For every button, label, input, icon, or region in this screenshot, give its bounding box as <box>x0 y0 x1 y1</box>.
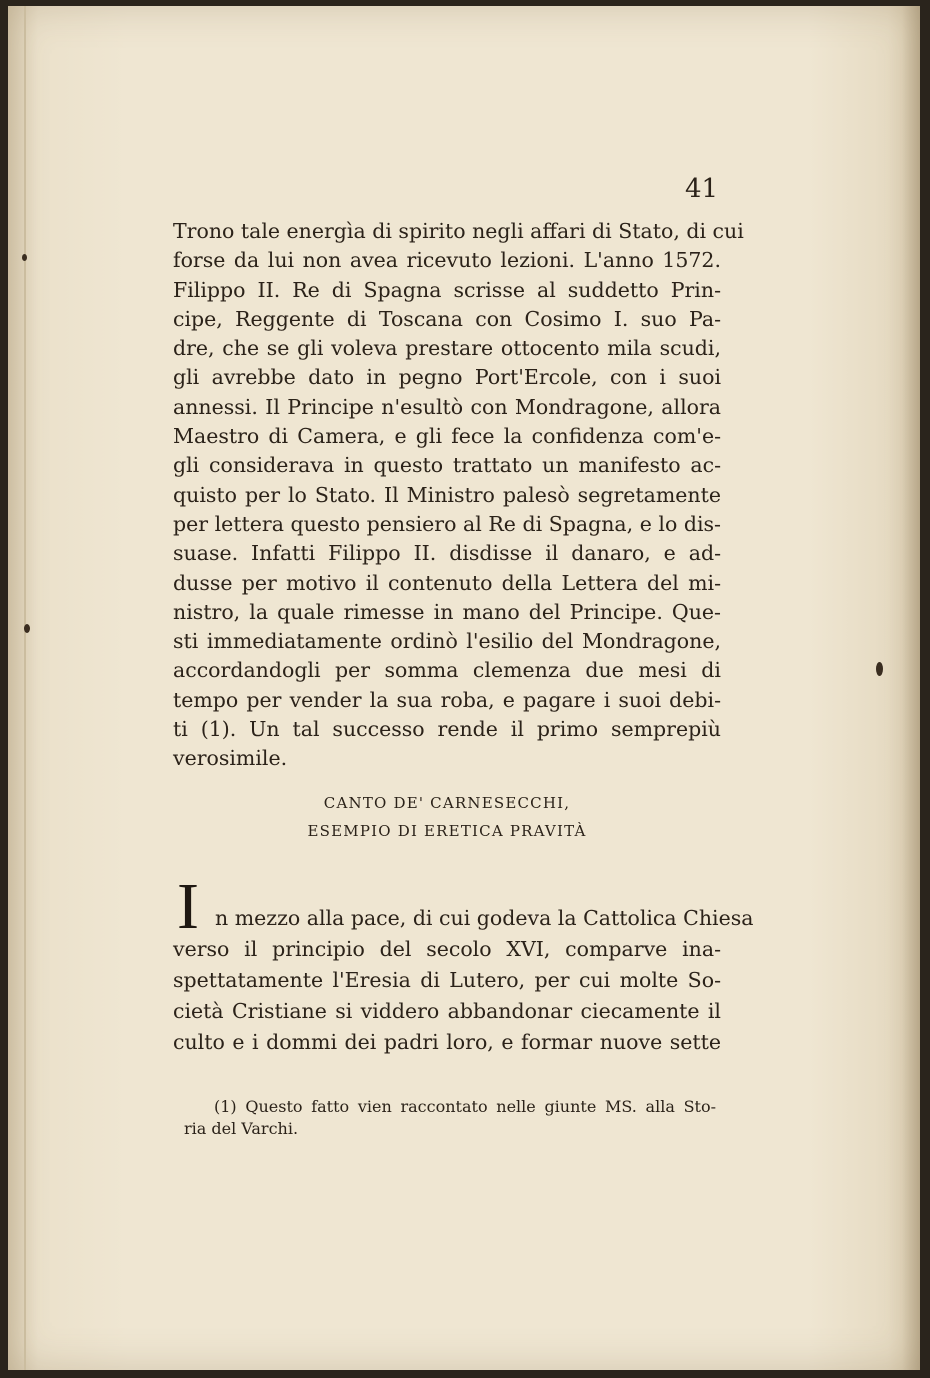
text-line: gli considerava in questo trattato un manifesto ac- <box>173 453 721 478</box>
footnote <box>184 1096 716 1140</box>
text-line: verso il principio del secolo XVI, comparve ina- <box>173 937 721 961</box>
text-line: n mezzo alla pace, di cui godeva la Cattolica Chiesa <box>215 906 754 930</box>
text-line: nistro, la quale rimesse in mano del Principe. Que- <box>173 599 721 624</box>
text-line: verosimile. <box>173 746 288 771</box>
page-number: 41 <box>685 174 719 204</box>
text-line: gli avrebbe dato in pegno Port'Ercole, con i suoi <box>173 365 721 390</box>
text-line: ti (1). Un tal successo rende il primo semprepiù <box>173 717 721 742</box>
section-heading-line2: ESEMPIO DI ERETICA PRAVITÀ <box>307 822 587 840</box>
ink-spot <box>24 624 30 633</box>
text-line: sti immediatamente ordinò l'esilio del Mondragone, <box>173 629 721 654</box>
text-line: forse da lui non avea ricevuto lezioni. L'anno 1572. <box>173 248 721 273</box>
second-paragraph <box>173 903 754 1058</box>
text-line: tempo per vender la sua roba, e pagare i suoi debi- <box>173 687 721 712</box>
footnote-line: (1) Questo fatto vien raccontato nelle giunte MS. alla Sto- <box>214 1097 716 1116</box>
ink-spot <box>876 662 883 676</box>
main-paragraph <box>173 217 744 774</box>
text-line: cipe, Reggente di Toscana con Cosimo I. suo Pa- <box>173 306 721 331</box>
text-line: dre, che se gli voleva prestare ottocento mila scudi, <box>173 336 721 361</box>
text-line: dusse per motivo il contenuto della Lettera del mi- <box>173 570 721 595</box>
ink-spot <box>22 254 27 261</box>
text-line: per lettera questo pensiero al Re di Spagna, e lo dis- <box>173 511 721 536</box>
text-line: Filippo II. Re di Spagna scrisse al suddetto Prin- <box>173 277 721 302</box>
section-heading-line1: CANTO DE' CARNESECCHI, <box>323 794 571 812</box>
text-line: quisto per lo Stato. Il Ministro palesò segretamente <box>173 482 721 507</box>
text-line: culto e i dommi dei padri loro, e formar nuove sette <box>173 1030 721 1054</box>
text-line: accordandogli per somma clemenza due mesi di <box>173 658 721 683</box>
footnote-line: ria del Varchi. <box>184 1119 299 1138</box>
drop-cap: I <box>177 870 199 943</box>
text-line: Trono tale energìa di spirito negli affari di Stato, di cui <box>173 219 744 243</box>
text-line: suase. Infatti Filippo II. disdisse il danaro, e ad- <box>173 541 721 566</box>
text-line: cietà Cristiane si viddero abbandonar ciecamente il <box>173 999 721 1023</box>
text-line: annessi. Il Principe n'esultò con Mondragone, allora <box>173 394 721 419</box>
page-edge-shadow <box>902 6 920 1370</box>
book-page <box>8 6 920 1370</box>
text-line: spettatamente l'Eresia di Lutero, per cui molte So- <box>173 968 721 992</box>
text-line: Maestro di Camera, e gli fece la confidenza com'e- <box>173 424 721 449</box>
page-gutter <box>24 6 26 1370</box>
